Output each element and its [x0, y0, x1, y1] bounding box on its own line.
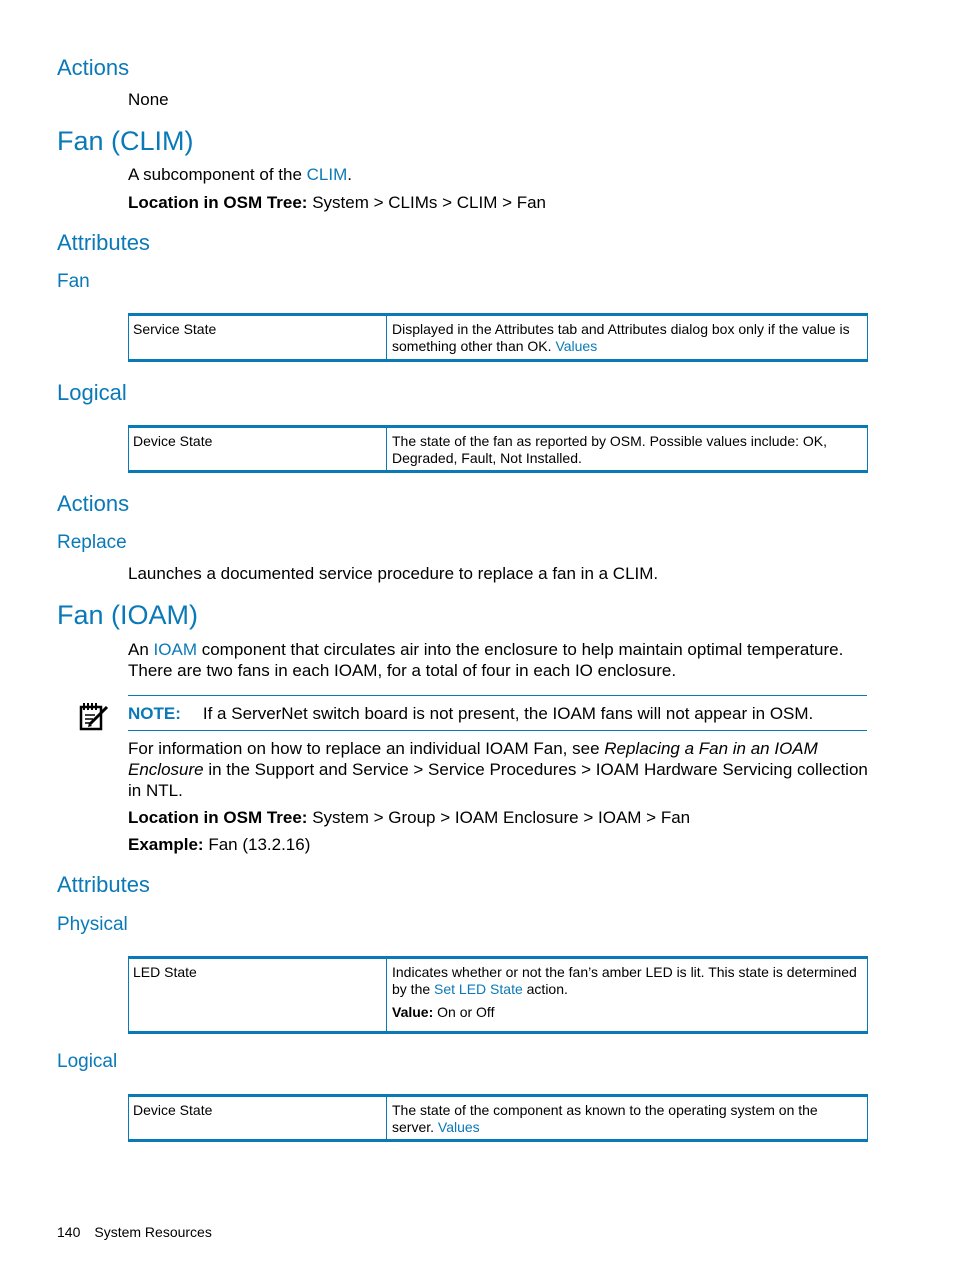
ioam-location — [128, 807, 690, 828]
clim-attributes-heading: Attributes — [57, 230, 150, 255]
ioam-physical-table — [128, 956, 868, 1034]
table-cell-desc: The state of the fan as reported by OSM. Possible values include: OK, Degraded, Fault, Not Installed. — [392, 433, 828, 466]
ioam-example — [128, 834, 310, 855]
clim-desc-prefix: A subcomponent of the — [128, 165, 307, 184]
value-label: Value: — [392, 1004, 434, 1020]
clim-location — [128, 192, 546, 213]
ioam-info-italic: Replacing a Fan in an IOAM Enclosure — [128, 739, 818, 779]
clim-replace-heading: Replace — [57, 532, 127, 553]
table-cell-desc — [387, 1097, 867, 1139]
note — [128, 703, 813, 724]
values-link[interactable]: Values — [437, 1119, 480, 1135]
ioam-info — [128, 738, 870, 801]
clim-location-label: Location in OSM Tree: — [128, 193, 308, 212]
table-cell-name: LED State — [129, 959, 387, 1031]
table-desc-text: Displayed in the Attributes tab and Attributes dialog box only if the value is something other than OK. — [392, 321, 850, 354]
table-cell-name: Device State — [129, 1097, 387, 1139]
ioam-logical-heading: Logical — [57, 1051, 118, 1072]
value-text: On or Off — [433, 1004, 495, 1020]
ioam-desc-prefix: An — [128, 640, 154, 659]
values-link[interactable]: Values — [555, 338, 598, 354]
table-cell-name: Device State — [129, 428, 387, 470]
footer-section: System Resources — [94, 1224, 212, 1240]
actions-heading: Actions — [57, 55, 130, 80]
page-title-clim: Fan (CLIM) — [57, 126, 194, 156]
clim-fan-table — [128, 313, 868, 362]
ioam-logical-table — [128, 1094, 868, 1142]
ioam-attributes-heading: Attributes — [57, 872, 150, 897]
clim-location-value: System > CLIMs > CLIM > Fan — [307, 193, 547, 212]
clim-actions-heading: Actions — [57, 491, 130, 516]
ioam-info-suffix: in the Support and Service > Service Procedures > IOAM Hardware Servicing collection in NTL. — [128, 760, 868, 800]
ioam-desc-suffix: component that circulates air into the enclosure to help maintain optimal temperature. There are two fans in each IOAM, for a total of four in each IO enclosure. — [128, 640, 844, 680]
clim-desc-suffix: . — [347, 165, 352, 184]
ioam-location-label: Location in OSM Tree: — [128, 808, 308, 827]
note-bottom-rule — [128, 730, 867, 731]
table-desc-prefix: Indicates whether or not the fan’s amber LED is lit. This state is determined by the — [392, 964, 857, 997]
ioam-description — [128, 639, 868, 681]
note-text: If a ServerNet switch board is not present, the IOAM fans will not appear in OSM. — [202, 704, 814, 723]
ioam-example-value: Fan (13.2.16) — [203, 835, 311, 854]
note-pad-icon — [78, 701, 112, 731]
table-desc-suffix: action. — [522, 981, 568, 997]
page-title-ioam: Fan (IOAM) — [57, 600, 199, 630]
table-desc-text: The state of the component as known to the operating system on the server. — [392, 1102, 818, 1135]
table-cell-name: Service State — [129, 316, 387, 359]
ioam-link[interactable]: IOAM — [153, 640, 197, 659]
actions-text: None — [128, 90, 169, 109]
table-cell-desc — [387, 959, 867, 1031]
note-label: NOTE: — [128, 704, 181, 723]
set-led-state-link[interactable]: Set LED State — [434, 981, 523, 997]
note-top-rule — [128, 695, 867, 696]
table-cell-desc — [387, 316, 867, 359]
clim-logical-heading: Logical — [57, 380, 127, 405]
clim-logical-table — [128, 425, 868, 473]
clim-link[interactable]: CLIM — [306, 165, 348, 184]
ioam-info-prefix: For information on how to replace an individual IOAM Fan, see — [128, 739, 605, 758]
ioam-physical-heading: Physical — [57, 914, 128, 935]
clim-replace-text: Launches a documented service procedure to replace a fan in a CLIM. — [128, 564, 659, 583]
ioam-location-value: System > Group > IOAM Enclosure > IOAM > Fan — [307, 808, 691, 827]
clim-description — [128, 164, 352, 185]
footer — [57, 1224, 212, 1241]
page-number: 140 — [57, 1224, 81, 1240]
clim-fan-heading: Fan — [57, 271, 90, 292]
ioam-example-label: Example: — [128, 835, 204, 854]
